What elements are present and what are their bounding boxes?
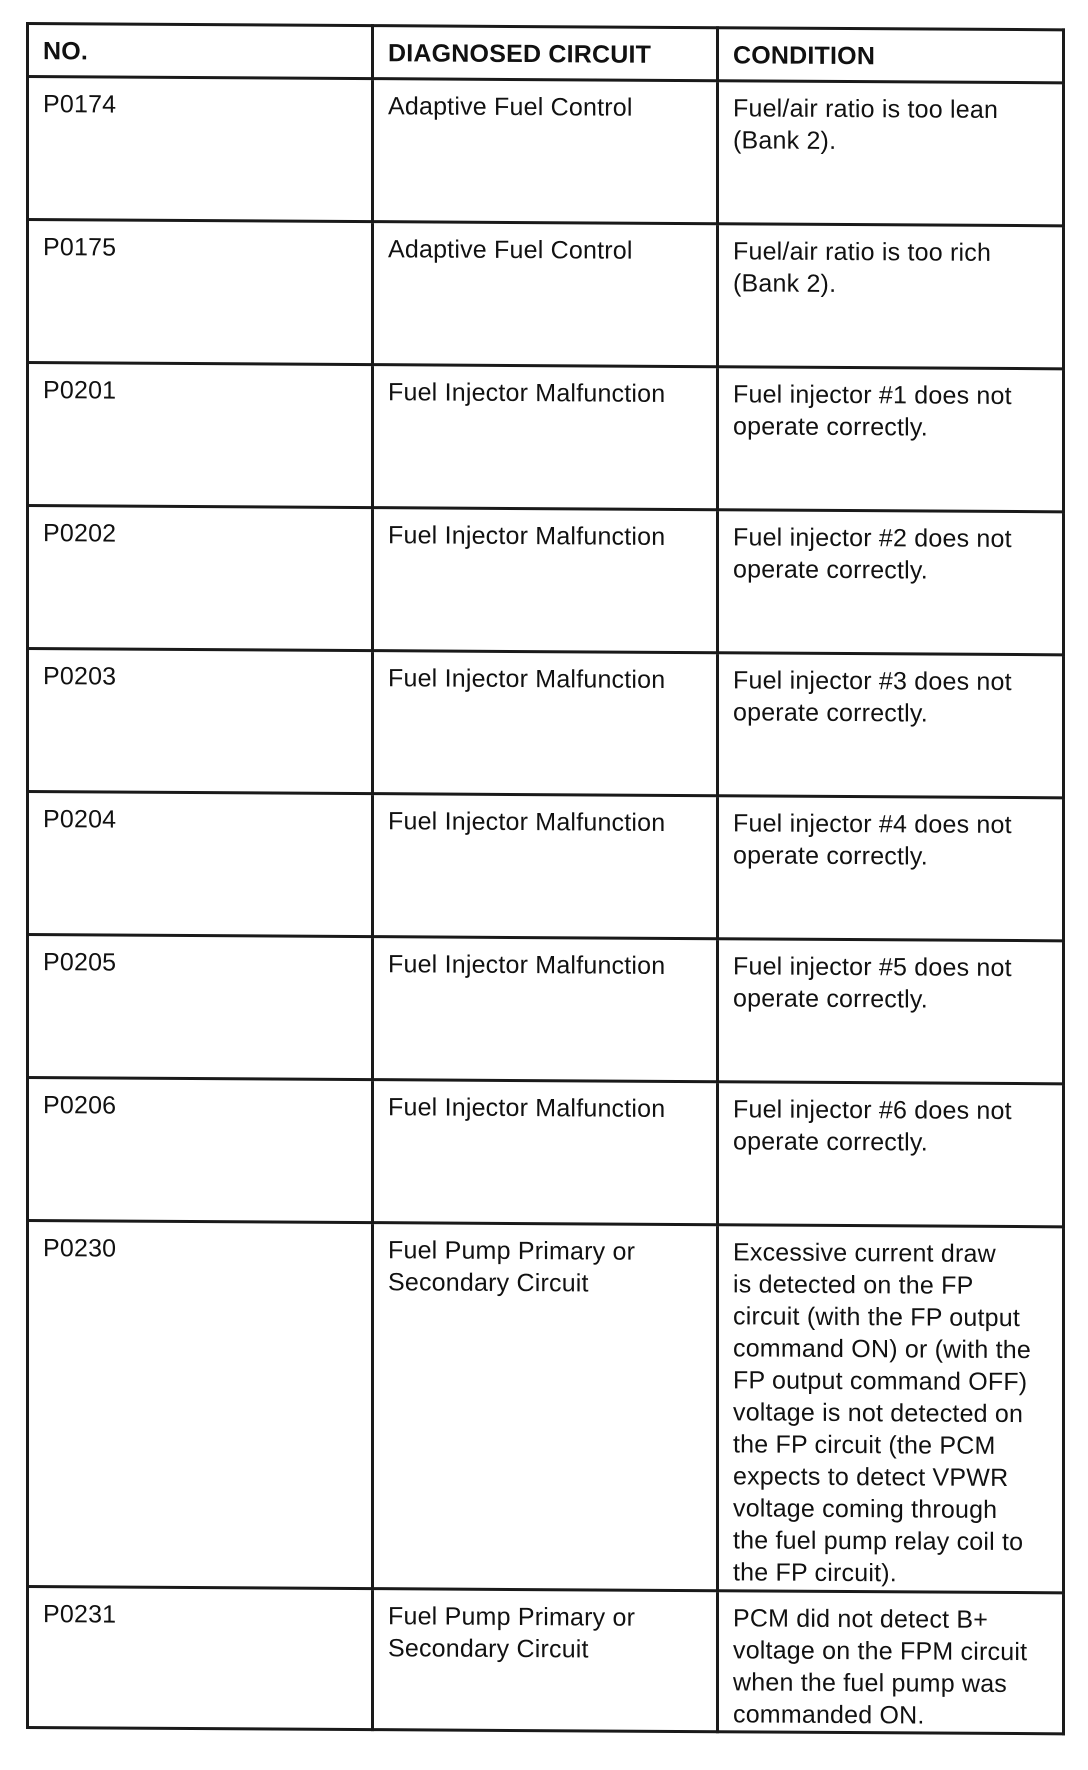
diagnosed-circuit: Adaptive Fuel Control (388, 235, 633, 265)
cell-circuit (373, 365, 718, 510)
cell-condition (718, 1082, 1064, 1227)
diagnosed-circuit: Fuel Injector Malfunction (388, 378, 666, 408)
cell-condition (718, 653, 1064, 798)
condition-text: Fuel injector #5 does not operate correctly. (733, 952, 1012, 1014)
cell-circuit (373, 1589, 718, 1732)
cell-no (28, 220, 373, 365)
table-row (28, 220, 1064, 369)
condition-text: Excessive current draw is detected on the FP circuit (with the FP output command ON) or (with the FP output command OFF) voltage is not detected on the FP circuit (the PCM expects to detect VPWR voltage coming through the fuel pump relay coil to the FP circuit). (733, 1238, 1031, 1588)
cell-condition (718, 367, 1064, 512)
cell-condition (718, 81, 1064, 226)
table-row (28, 792, 1064, 941)
cell-condition (718, 1225, 1064, 1593)
condition-text: Fuel injector #4 does not operate correctly. (733, 809, 1012, 871)
condition-text: PCM did not detect B+ voltage on the FPM circuit when the fuel pump was commanded ON. (733, 1604, 1028, 1730)
dtc-code: P0204 (43, 805, 117, 834)
cell-circuit (373, 222, 718, 367)
condition-text: Fuel injector #6 does not operate correctly. (733, 1095, 1012, 1157)
table-row (28, 1078, 1064, 1227)
condition-text: Fuel injector #3 does not operate correctly. (733, 666, 1012, 728)
table-row (28, 935, 1064, 1084)
dtc-code: P0202 (43, 519, 117, 548)
condition-text: Fuel/air ratio is too lean (Bank 2). (733, 94, 999, 155)
cell-no (28, 363, 373, 508)
cell-no (28, 1078, 373, 1223)
cell-no (28, 935, 373, 1080)
diagnosed-circuit: Fuel Injector Malfunction (388, 664, 666, 694)
header-no: NO. (28, 24, 373, 79)
dtc-table (26, 22, 1065, 1735)
table-row (28, 506, 1064, 655)
diagnosed-circuit: Adaptive Fuel Control (388, 92, 633, 122)
diagnosed-circuit: Fuel Pump Primary or Secondary Circuit (388, 1236, 636, 1298)
diagnosed-circuit: Fuel Pump Primary or Secondary Circuit (388, 1602, 636, 1664)
dtc-code: P0203 (43, 662, 117, 691)
table-body (28, 77, 1064, 1734)
cell-circuit (373, 794, 718, 939)
cell-circuit (373, 1080, 718, 1225)
diagnosed-circuit: Fuel Injector Malfunction (388, 950, 666, 980)
table-row (28, 77, 1064, 226)
condition-text: Fuel injector #2 does not operate correctly. (733, 523, 1012, 585)
table-row (28, 1587, 1064, 1734)
cell-condition (718, 1591, 1064, 1734)
condition-text: Fuel/air ratio is too rich (Bank 2). (733, 237, 992, 298)
table-row (28, 649, 1064, 798)
cell-circuit (373, 937, 718, 1082)
cell-no (28, 77, 373, 222)
dtc-code: P0205 (43, 948, 117, 977)
cell-no (28, 1221, 373, 1589)
cell-no (28, 1587, 373, 1730)
table-row (28, 1221, 1064, 1593)
cell-circuit (373, 651, 718, 796)
dtc-code: P0230 (43, 1234, 117, 1263)
diagnosed-circuit: Fuel Injector Malfunction (388, 521, 666, 551)
cell-no (28, 792, 373, 937)
cell-no (28, 649, 373, 794)
cell-circuit (373, 79, 718, 224)
dtc-code: P0174 (43, 90, 117, 119)
table-header (28, 24, 1064, 83)
cell-condition (718, 939, 1064, 1084)
cell-condition (718, 510, 1064, 655)
diagnosed-circuit: Fuel Injector Malfunction (388, 1093, 666, 1123)
cell-circuit (373, 1223, 718, 1591)
cell-no (28, 506, 373, 651)
cell-condition (718, 796, 1064, 941)
dtc-code: P0175 (43, 233, 117, 262)
dtc-code: P0201 (43, 376, 117, 405)
cell-condition (718, 224, 1064, 369)
header-condition: CONDITION (718, 28, 1064, 83)
header-row (28, 24, 1064, 83)
condition-text: Fuel injector #1 does not operate correctly. (733, 380, 1012, 442)
dtc-code: P0206 (43, 1091, 117, 1120)
diagnosed-circuit: Fuel Injector Malfunction (388, 807, 666, 837)
table-row (28, 363, 1064, 512)
cell-circuit (373, 508, 718, 653)
dtc-code: P0231 (43, 1600, 117, 1629)
header-diagnosed-circuit: DIAGNOSED CIRCUIT (373, 26, 718, 81)
